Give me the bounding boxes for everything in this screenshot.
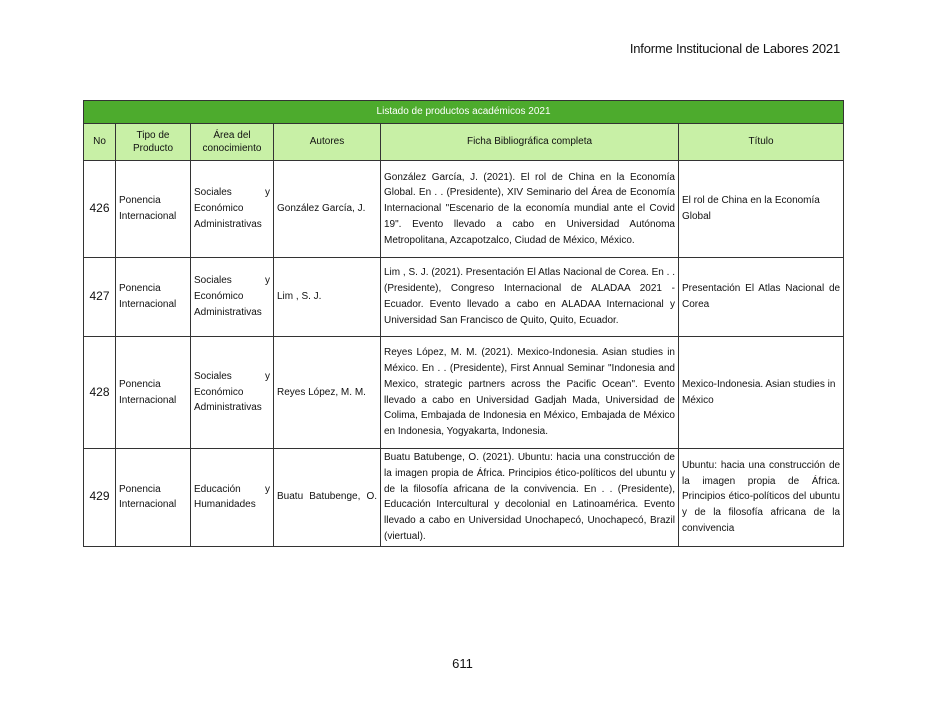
cell-no: 429 xyxy=(84,449,116,547)
cell-titulo: Ubuntu: hacia una construcción de la imagen propia de África. Principios ético-políticos del ubuntu y de la filosofía africana de la convivencia xyxy=(679,449,844,547)
cell-tipo: Ponencia Internacional xyxy=(116,449,191,547)
table-row xyxy=(84,161,844,258)
cell-autores: Lim , S. J. xyxy=(274,258,381,337)
table-title: Listado de productos académicos 2021 xyxy=(84,101,844,124)
cell-autores: González García, J. xyxy=(274,161,381,258)
page-number: 611 xyxy=(452,656,473,671)
cell-ficha: Lim , S. J. (2021). Presentación El Atlas Nacional de Corea. En . . (Presidente), Congreso Internacional de ALADAA 2021 - Ecuador. Evento llevado a cabo en ALADAA Internacional y Universidad San Francisco de Quito, Quito, Ecuador. xyxy=(381,258,679,337)
cell-area: Sociales y Económico Administrativas xyxy=(191,337,274,449)
cell-no: 428 xyxy=(84,337,116,449)
running-header: Informe Institucional de Labores 2021 xyxy=(629,41,840,56)
cell-area: Sociales y Económico Administrativas xyxy=(191,161,274,258)
cell-ficha: González García, J. (2021). El rol de China en la Economía Global. En . . (Presidente), XIV Seminario del Área de Economía Internacional "Escenario de la economía mundial ante el Covid 19". Evento llevado a cabo en Universidad Autónoma Metropolitana, Azcapotzalco, Ciudad de México, México. xyxy=(381,161,679,258)
column-header-ficha: Ficha Bibliográfica completa xyxy=(381,124,679,161)
cell-area: Educación y Humanidades xyxy=(191,449,274,547)
cell-autores: Reyes López, M. M. xyxy=(274,337,381,449)
cell-ficha: Buatu Batubenge, O. (2021). Ubuntu: hacia una construcción de la imagen propia de África. Principios ético-políticos del ubuntu y de la filosofía africana de la convivencia. En . . (Presidente), Educación Intercultural y decolonial en Latinoamérica. Evento llevado a cabo en Universidad Unochapecó, Unochapecó, Brazil (viertual). xyxy=(381,449,679,547)
cell-titulo: El rol de China en la Economía Global xyxy=(679,161,844,258)
column-header-no: No xyxy=(84,124,116,161)
table-row xyxy=(84,449,844,547)
cell-tipo: Ponencia Internacional xyxy=(116,258,191,337)
table-header-row xyxy=(84,124,844,161)
cell-no: 426 xyxy=(84,161,116,258)
cell-titulo: Mexico-Indonesia. Asian studies in México xyxy=(679,337,844,449)
cell-titulo: Presentación El Atlas Nacional de Corea xyxy=(679,258,844,337)
column-header-titulo: Título xyxy=(679,124,844,161)
column-header-autores: Autores xyxy=(274,124,381,161)
products-table xyxy=(83,100,844,547)
cell-tipo: Ponencia Internacional xyxy=(116,337,191,449)
table-row xyxy=(84,337,844,449)
column-header-tipo: Tipo de Producto xyxy=(116,124,191,161)
cell-tipo: Ponencia Internacional xyxy=(116,161,191,258)
cell-ficha: Reyes López, M. M. (2021). Mexico-Indonesia. Asian studies in México. En . . (Presidente), First Annual Seminar "Indonesia and Mexico, strategic partners across the Pacific Ocean". Evento llevado a cabo en Universidad Gadjah Mada, Universidad de Colima, Embajada de Indonesia en México, Embajada de México en Indonesia, Yogyakarta, Indonesia. xyxy=(381,337,679,449)
table-title-row xyxy=(84,101,844,124)
table-row xyxy=(84,258,844,337)
column-header-area: Área del conocimiento xyxy=(191,124,274,161)
cell-no: 427 xyxy=(84,258,116,337)
cell-area: Sociales y Económico Administrativas xyxy=(191,258,274,337)
cell-autores: Buatu Batubenge, O. xyxy=(274,449,381,547)
